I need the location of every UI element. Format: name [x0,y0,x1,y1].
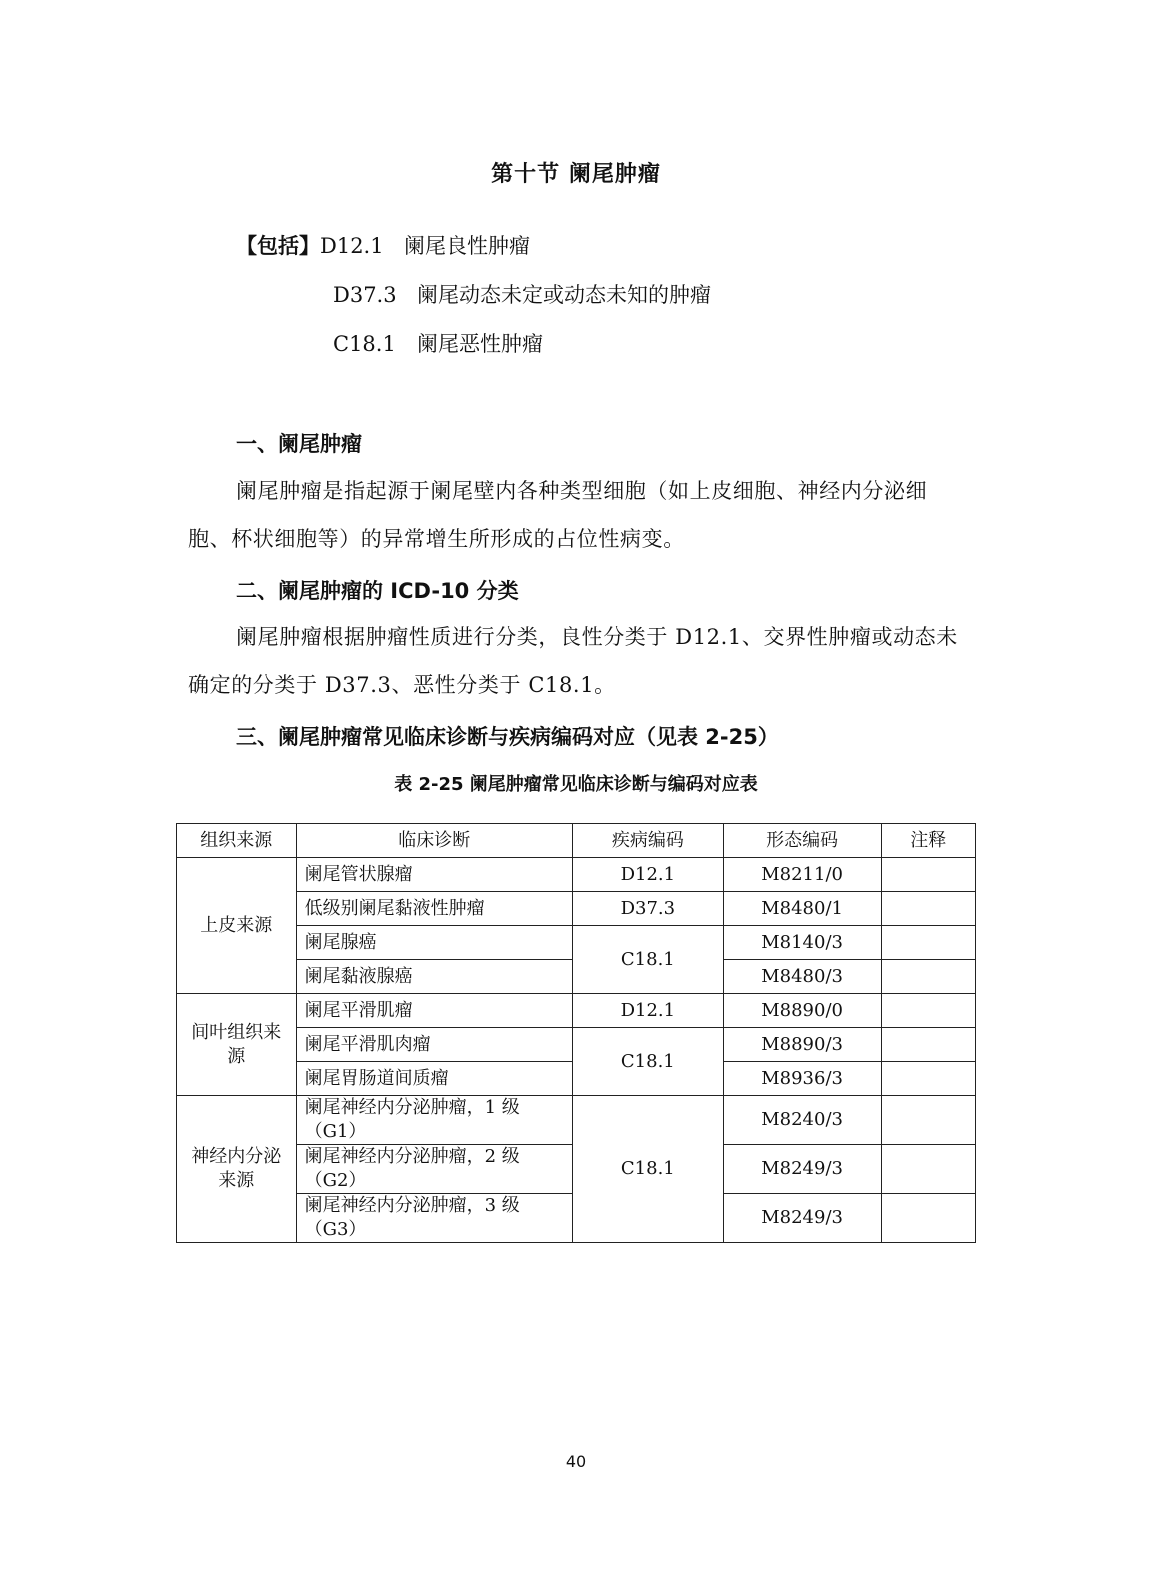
diagnosis-cell: 阑尾管状腺瘤 [296,858,572,892]
diagnosis-cell: 阑尾神经内分泌肿瘤，2 级（G2） [296,1145,572,1194]
table-header-row [177,824,976,858]
note-cell [881,1062,976,1096]
includes-code: D12.1 [320,234,384,258]
morph-code-cell: M8240/3 [723,1096,881,1145]
header-cell: 疾病编码 [572,824,723,858]
note-cell [881,994,976,1028]
note-cell [881,1194,976,1243]
includes-name: 阑尾恶性肿瘤 [417,332,543,356]
morph-code-cell: M8890/0 [723,994,881,1028]
table-row [177,1028,976,1062]
disease-code-cell: C18.1 [572,1028,723,1096]
diagnosis-cell: 阑尾平滑肌肉瘤 [296,1028,572,1062]
includes-code: C18.1 [333,332,396,356]
morph-code-cell: M8936/3 [723,1062,881,1096]
note-cell [881,960,976,994]
diagnosis-cell: 阑尾神经内分泌肿瘤，1 级（G1） [296,1096,572,1145]
disease-code-cell: C18.1 [572,926,723,994]
includes-item-2 [333,281,711,309]
note-cell [881,858,976,892]
header-cell: 临床诊断 [296,824,572,858]
table-row [177,926,976,960]
disease-code-cell: D37.3 [572,892,723,926]
includes-item-3 [333,330,543,358]
section-paragraph-1: 阑尾肿瘤是指起源于阑尾壁内各种类型细胞（如上皮细胞、神经内分泌细胞、杯状细胞等）的异常增生所形成的占位性病变。 [188,479,928,551]
table-row [177,1096,976,1145]
includes-name: 阑尾良性肿瘤 [404,234,530,258]
header-cell: 形态编码 [723,824,881,858]
table-row [177,892,976,926]
morph-code-cell: M8249/3 [723,1145,881,1194]
disease-code-cell: C18.1 [572,1096,723,1243]
note-cell [881,1145,976,1194]
disease-code-cell: D12.1 [572,858,723,892]
source-cell: 间叶组织来源 [177,994,297,1096]
disease-code-cell: D12.1 [572,994,723,1028]
source-cell: 神经内分泌来源 [177,1096,297,1243]
note-cell [881,1028,976,1062]
note-cell [881,892,976,926]
header-cell: 注释 [881,824,976,858]
morph-code-cell: M8480/1 [723,892,881,926]
morph-code-cell: M8480/3 [723,960,881,994]
includes-item-1 [236,232,530,260]
table-row [177,994,976,1028]
section-heading-3: 三、阑尾肿瘤常见临床诊断与疾病编码对应（见表 2-25） [236,725,779,749]
diagnosis-cell: 阑尾神经内分泌肿瘤，3 级（G3） [296,1194,572,1243]
section-heading-1: 一、阑尾肿瘤 [236,432,362,456]
includes-code: D37.3 [333,283,397,307]
section-paragraph-2: 阑尾肿瘤根据肿瘤性质进行分类，良性分类于 D12.1、交界性肿瘤或动态未确定的分类于 D37.3、恶性分类于 C18.1。 [188,625,958,697]
morph-code-cell: M8140/3 [723,926,881,960]
diagnosis-code-table [176,823,976,1243]
section-heading-2: 二、阑尾肿瘤的 ICD-10 分类 [236,579,519,603]
diagnosis-cell: 阑尾平滑肌瘤 [296,994,572,1028]
diagnosis-cell: 阑尾腺癌 [296,926,572,960]
diagnosis-cell: 阑尾胃肠道间质瘤 [296,1062,572,1096]
table-row [177,858,976,892]
morph-code-cell: M8890/3 [723,1028,881,1062]
note-cell [881,1096,976,1145]
source-cell: 上皮来源 [177,858,297,994]
header-cell: 组织来源 [177,824,297,858]
table-caption: 表 2-25 阑尾肿瘤常见临床诊断与编码对应表 [394,774,758,795]
morph-code-cell: M8249/3 [723,1194,881,1243]
includes-label: 【包括】 [236,234,320,258]
page-number: 40 [565,1452,587,1471]
section-title: 第十节 阑尾肿瘤 [491,162,661,187]
diagnosis-cell: 低级别阑尾黏液性肿瘤 [296,892,572,926]
includes-name: 阑尾动态未定或动态未知的肿瘤 [417,283,711,307]
morph-code-cell: M8211/0 [723,858,881,892]
diagnosis-cell: 阑尾黏液腺癌 [296,960,572,994]
note-cell [881,926,976,960]
